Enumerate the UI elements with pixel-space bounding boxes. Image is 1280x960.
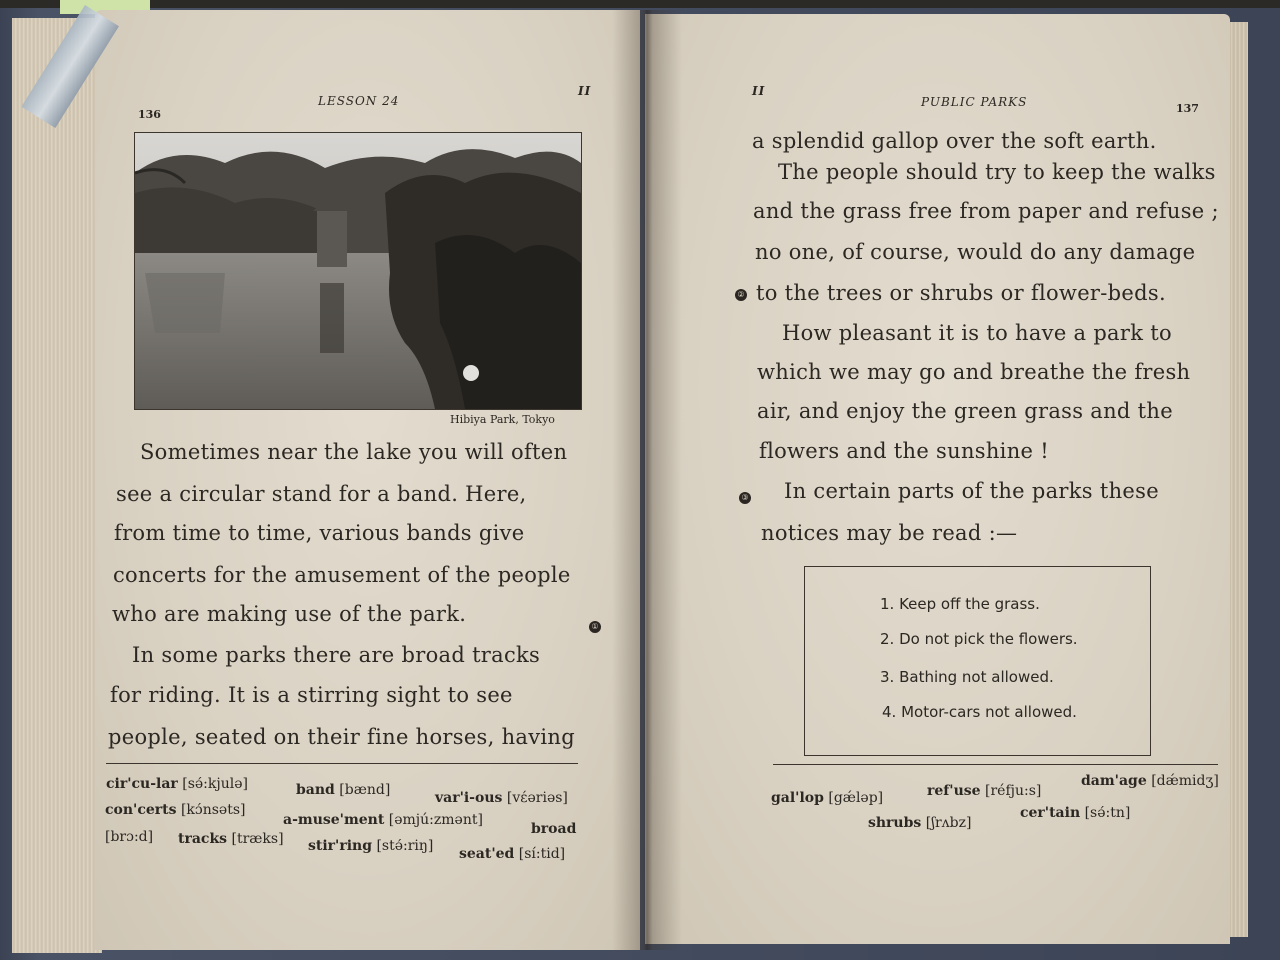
left-line-3: from time to time, various bands give [114,521,525,545]
right-footnote-rule [773,764,1218,765]
paragraph-marker-1: ① [589,621,601,633]
vocab-entry: shrubs [ʃrʌbz] [868,815,972,831]
paragraph-marker-2: ② [735,289,747,301]
notice-item: 3. Bathing not allowed. [880,668,1054,686]
right-line-6: How pleasant it is to have a park to [782,321,1172,345]
left-line-5: who are making use of the park. [112,602,467,626]
vocab-entry: dam'age [dǽmidʒ] [1081,773,1219,789]
vocab-entry: var'i-ous [vέəriəs] [435,790,568,806]
vocab-entry: con'certs [kɔ́nsəts] [105,802,246,818]
left-line-8: people, seated on their fine horses, having [108,725,575,749]
photo-caption: Hibiya Park, Tokyo [450,413,555,426]
park-photo-illustration [135,133,581,409]
park-photo [134,132,582,410]
vocab-entry: a-muse'ment [əmjú:zmənt] [283,812,483,828]
notice-item: 4. Motor-cars not allowed. [882,703,1077,721]
vocab-entry: cer'tain [sə́:tn] [1020,805,1131,821]
right-line-4: no one, of course, would do any damage [755,240,1196,264]
left-line-2: see a circular stand for a band. Here, [116,482,527,506]
right-running-header: PUBLIC PARKS [921,95,1028,109]
left-line-4: concerts for the amusement of the people [113,563,571,587]
vocab-entry: seat'ed [sí:tid] [459,846,566,862]
right-line-8: air, and enjoy the green grass and the [757,399,1173,423]
right-page-number: 137 [1176,102,1199,115]
left-footnote-rule [106,763,578,764]
book-gutter [612,10,682,950]
right-line-11: notices may be read :— [761,521,1018,545]
page-edges-left [12,18,102,953]
vocab-entry: [brɔ:d] [105,829,154,845]
vocab-entry: cir'cu-lar [sə́:kjulə] [106,776,248,792]
vocab-entry: ref'use [réfju:s] [927,783,1042,799]
right-line-5: to the trees or shrubs or flower-beds. [756,281,1166,305]
left-line-6: In some parks there are broad tracks [132,643,541,667]
notice-item: 1. Keep off the grass. [880,595,1040,613]
vocab-entry: tracks [træks] [178,831,284,847]
paragraph-marker-3: ③ [739,492,751,504]
right-line-2: The people should try to keep the walks [778,160,1216,184]
right-section-mark: II [752,84,766,98]
vocab-entry: band [bænd] [296,782,391,798]
vocab-entry: stir'ring [stə́:riŋ] [308,838,434,854]
right-line-1: a splendid gallop over the soft earth. [752,129,1157,153]
right-line-7: which we may go and breathe the fresh [757,360,1191,384]
right-line-10: In certain parts of the parks these [784,479,1159,503]
left-page-number: 136 [138,108,161,121]
notice-item: 2. Do not pick the flowers. [880,630,1078,648]
left-line-1: Sometimes near the lake you will often [140,440,568,464]
left-running-header: LESSON 24 [318,94,400,108]
vocab-entry: gal'lop [gǽləp] [771,790,884,806]
right-line-3: and the grass free from paper and refuse ; [753,199,1219,223]
left-section-mark: II [578,84,592,98]
right-line-9: flowers and the sunshine ! [759,439,1049,463]
vocab-entry: broad [531,821,577,837]
left-line-7: for riding. It is a stirring sight to see [110,683,513,707]
